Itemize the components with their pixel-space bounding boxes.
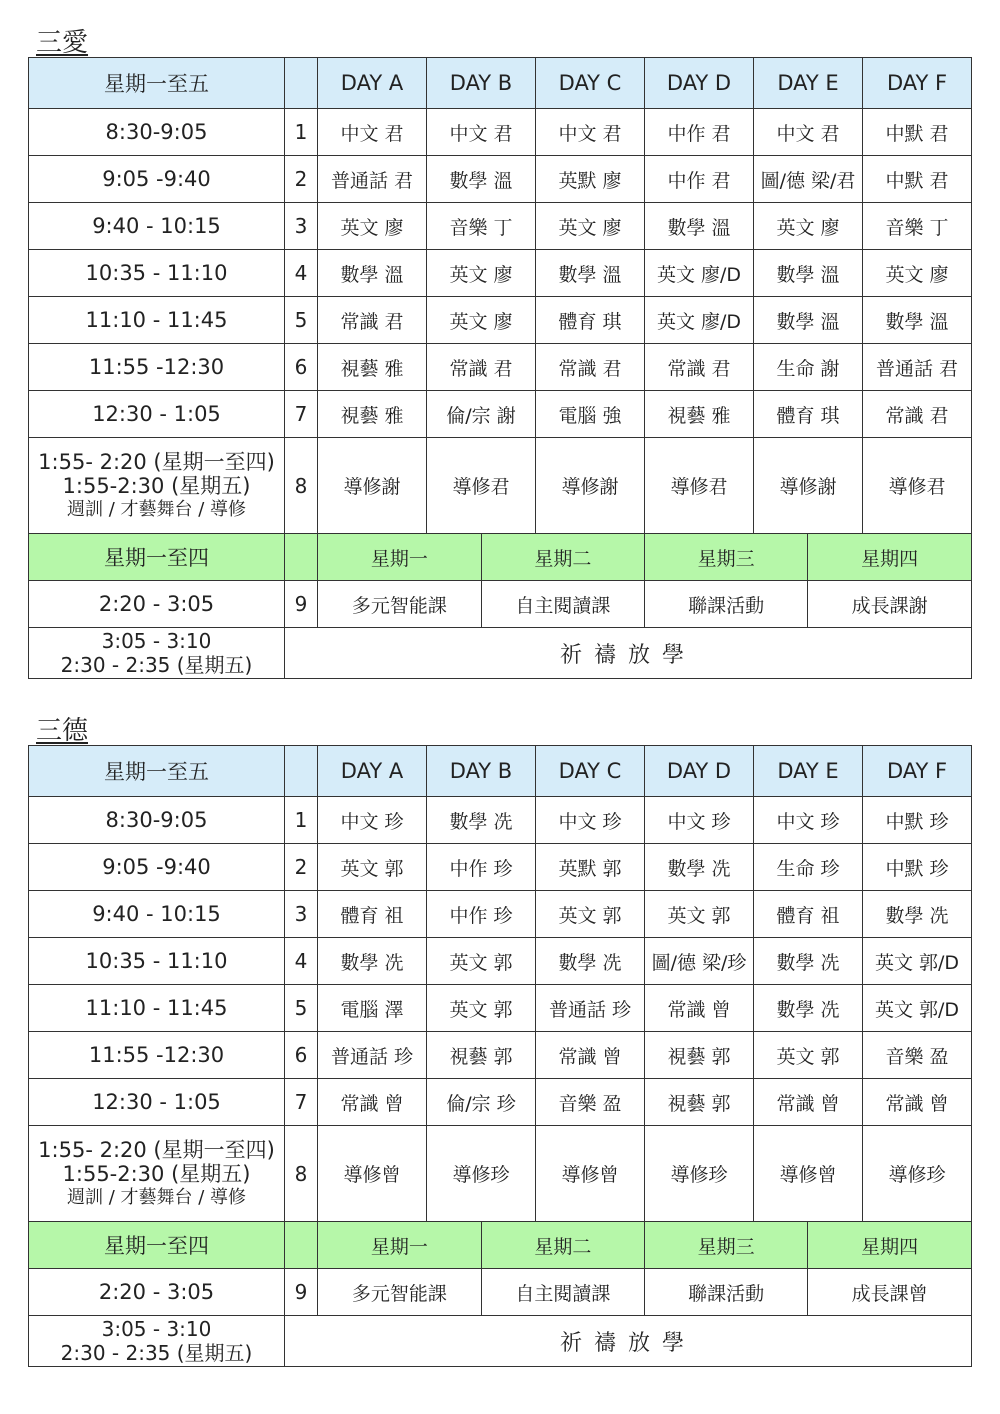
day-header: DAY D: [645, 58, 754, 109]
period-row: [29, 844, 972, 891]
subject-cell: 常識 曾: [863, 1079, 972, 1126]
period-number: 6: [285, 344, 318, 391]
weekday-header: 星期三: [645, 1222, 808, 1268]
header-row: [29, 58, 972, 109]
subject-cell: 圖/德 梁/君: [754, 156, 863, 203]
period-time: 11:10 - 11:45: [29, 985, 285, 1032]
activity-cell: 成長課謝: [851, 594, 928, 617]
subject-cell: 視藝 郭: [427, 1032, 536, 1079]
subject-cell: 英文 郭: [536, 891, 645, 938]
subject-cell: 中文 珍: [318, 797, 427, 844]
period-row: [29, 1032, 972, 1079]
period-number: 6: [285, 1032, 318, 1079]
header-blank: [285, 1222, 318, 1269]
time-line: 1:55- 2:20 (星期一至四): [38, 449, 275, 474]
period-time: 11:10 - 11:45: [29, 297, 285, 344]
day-header: DAY C: [536, 58, 645, 109]
subject-cell: 常識 君: [645, 344, 754, 391]
activity-group: [318, 581, 972, 628]
weekday-header: 星期一: [318, 1222, 481, 1268]
subject-cell: 數學 溫: [318, 250, 427, 297]
subject-cell: 視藝 雅: [645, 391, 754, 438]
subject-cell: 體育 琪: [536, 297, 645, 344]
subject-cell: 常識 君: [318, 297, 427, 344]
weekday-header-row: [29, 1222, 972, 1269]
period-number: 1: [285, 109, 318, 156]
subject-cell: 倫/宗 謝: [427, 391, 536, 438]
time-line: 2:30 - 2:35 (星期五): [60, 1341, 253, 1365]
period-row: [29, 1269, 972, 1316]
timetable: [28, 745, 972, 1367]
subject-cell: 體育 祖: [754, 891, 863, 938]
subject-cell: 英文 廖: [536, 203, 645, 250]
subject-cell: 音樂 盈: [863, 1032, 972, 1079]
subject-cell: 電腦 強: [536, 391, 645, 438]
subject-cell: 英文 廖: [318, 203, 427, 250]
subject-cell: 英文 廖/D: [645, 297, 754, 344]
subject-cell: 普通話 君: [318, 156, 427, 203]
period-row: [29, 391, 972, 438]
weekday-header: 星期二: [481, 1222, 644, 1268]
period-row: [29, 344, 972, 391]
day-header: DAY F: [863, 746, 972, 797]
activity-group: [318, 1269, 972, 1316]
header-row: [29, 746, 972, 797]
activity-cell: 多元智能課: [318, 581, 481, 627]
period-row: [29, 203, 972, 250]
period-row: [29, 938, 972, 985]
subject-cell: 常識 君: [536, 344, 645, 391]
subject-cell: 英文 廖: [863, 250, 972, 297]
period-number: 8: [285, 438, 318, 534]
subject-cell: 數學 溫: [427, 156, 536, 203]
timetable: [28, 57, 972, 679]
subject-cell: 中文 珍: [536, 797, 645, 844]
subject-cell: 生命 珍: [754, 844, 863, 891]
section-title: 三愛: [36, 28, 89, 58]
day-header: DAY E: [754, 58, 863, 109]
period-time: 8:30-9:05: [29, 109, 285, 156]
subject-cell: 導修君: [427, 438, 536, 534]
day-header: DAY B: [427, 58, 536, 109]
period-time: 10:35 - 11:10: [29, 938, 285, 985]
subject-cell: 導修珍: [645, 1126, 754, 1222]
time-line: 1:55- 2:20 (星期一至四): [38, 1137, 275, 1162]
subject-cell: 音樂 丁: [427, 203, 536, 250]
subject-cell: 導修君: [645, 438, 754, 534]
subject-cell: 中文 君: [536, 109, 645, 156]
day-header: DAY F: [863, 58, 972, 109]
subject-cell: 英默 郭: [536, 844, 645, 891]
subject-cell: 數學 溫: [536, 250, 645, 297]
subject-cell: 常識 君: [427, 344, 536, 391]
period-time: 9:05 -9:40: [29, 156, 285, 203]
day-header: DAY D: [645, 746, 754, 797]
time-note: 週訓 / 才藝舞台 / 導修: [66, 498, 246, 520]
period-row: [29, 438, 972, 534]
subject-cell: 導修曾: [754, 1126, 863, 1222]
subject-cell: 體育 祖: [318, 891, 427, 938]
subject-cell: 英文 廖: [427, 250, 536, 297]
period-number: 7: [285, 391, 318, 438]
period-number: 5: [285, 985, 318, 1032]
period-time: [29, 438, 285, 534]
activity-cell: 自主閱讀課: [481, 1269, 644, 1315]
subject-cell: 數學 冼: [754, 985, 863, 1032]
activity-cell: 聯課活動: [645, 1269, 808, 1315]
header-blank: [285, 534, 318, 581]
period-number: 3: [285, 891, 318, 938]
subject-cell: 英文 郭: [645, 891, 754, 938]
subject-cell: 英文 郭: [754, 1032, 863, 1079]
subject-cell: 中文 君: [427, 109, 536, 156]
subject-cell: 導修珍: [863, 1126, 972, 1222]
subject-cell: 中文 珍: [645, 797, 754, 844]
subject-cell: 導修謝: [754, 438, 863, 534]
dismissal-row: [29, 1316, 972, 1367]
period-row: [29, 1079, 972, 1126]
subject-cell: 常識 君: [863, 391, 972, 438]
subject-cell: 中默 君: [863, 109, 972, 156]
subject-cell: 導修曾: [318, 1126, 427, 1222]
period-time: [29, 628, 285, 679]
subject-cell: 數學 溫: [754, 250, 863, 297]
subject-cell: 常識 曾: [536, 1032, 645, 1079]
subject-cell: 中作 君: [645, 109, 754, 156]
subject-cell: 音樂 盈: [536, 1079, 645, 1126]
day-header: DAY C: [536, 746, 645, 797]
subject-cell: 導修謝: [536, 438, 645, 534]
day-header: DAY A: [318, 58, 427, 109]
header-blank: [285, 746, 318, 797]
day-header: DAY A: [318, 746, 427, 797]
subject-cell: 數學 冼: [427, 797, 536, 844]
activity-cell: 成長課曾: [851, 1282, 928, 1305]
weekday-header: 星期一: [318, 534, 481, 580]
header-label: 星期一至五: [29, 58, 285, 109]
weekday-header: 星期三: [645, 534, 808, 580]
subject-cell: 中作 珍: [427, 844, 536, 891]
subject-cell: 常識 曾: [754, 1079, 863, 1126]
subject-cell: 常識 曾: [318, 1079, 427, 1126]
period-row: [29, 156, 972, 203]
subject-cell: 導修珍: [427, 1126, 536, 1222]
time-line: 1:55-2:30 (星期五): [62, 473, 251, 498]
subject-cell: 中作 君: [645, 156, 754, 203]
subject-cell: 數學 冼: [645, 844, 754, 891]
subject-cell: 數學 冼: [754, 938, 863, 985]
period-row: [29, 985, 972, 1032]
activity-cell: 多元智能課: [318, 1269, 481, 1315]
day-header: DAY E: [754, 746, 863, 797]
subject-cell: 中文 君: [318, 109, 427, 156]
time-line: 3:05 - 3:10: [101, 1317, 212, 1341]
subject-cell: 中默 珍: [863, 797, 972, 844]
period-row: [29, 250, 972, 297]
period-time: 2:20 - 3:05: [29, 581, 285, 628]
dismissal-row: [29, 628, 972, 679]
period-number: 3: [285, 203, 318, 250]
subject-cell: 英文 郭: [427, 938, 536, 985]
subject-cell: 音樂 丁: [863, 203, 972, 250]
time-line: 3:05 - 3:10: [101, 629, 212, 653]
period-number: 2: [285, 844, 318, 891]
subject-cell: 普通話 君: [863, 344, 972, 391]
activity-cell: 自主閱讀課: [481, 581, 644, 627]
subject-cell: 普通話 珍: [318, 1032, 427, 1079]
period-time: 2:20 - 3:05: [29, 1269, 285, 1316]
period-number: 9: [285, 581, 318, 628]
period-time: 11:55 -12:30: [29, 1032, 285, 1079]
period-time: 9:05 -9:40: [29, 844, 285, 891]
period-time: 9:40 - 10:15: [29, 203, 285, 250]
subject-cell: 導修君: [863, 438, 972, 534]
subject-cell: 英文 郭/D: [863, 938, 972, 985]
subject-cell: 英文 郭/D: [863, 985, 972, 1032]
period-number: 2: [285, 156, 318, 203]
subject-cell: 英默 廖: [536, 156, 645, 203]
weekday-header-row: [29, 534, 972, 581]
subject-cell: 英文 郭: [318, 844, 427, 891]
header-blank: [285, 58, 318, 109]
subject-cell: 導修曾: [536, 1126, 645, 1222]
weekday-group: [318, 1222, 972, 1269]
header-label: 星期一至四: [29, 1222, 285, 1269]
period-row: [29, 797, 972, 844]
subject-cell: 中默 君: [863, 156, 972, 203]
subject-cell: 中作 珍: [427, 891, 536, 938]
period-row: [29, 581, 972, 628]
subject-cell: 英文 郭: [427, 985, 536, 1032]
subject-cell: 數學 冼: [318, 938, 427, 985]
section-title: 三德: [36, 716, 89, 746]
subject-cell: 中默 珍: [863, 844, 972, 891]
period-number: 1: [285, 797, 318, 844]
subject-cell: 數學 溫: [863, 297, 972, 344]
subject-cell: 數學 溫: [754, 297, 863, 344]
subject-cell: 中文 君: [754, 109, 863, 156]
subject-cell: 視藝 雅: [318, 391, 427, 438]
period-number: 8: [285, 1126, 318, 1222]
subject-cell: 視藝 郭: [645, 1079, 754, 1126]
time-line: 1:55-2:30 (星期五): [62, 1161, 251, 1186]
period-row: [29, 297, 972, 344]
weekday-header: 星期四: [808, 534, 971, 580]
period-time: 8:30-9:05: [29, 797, 285, 844]
subject-cell: 體育 琪: [754, 391, 863, 438]
subject-cell: 數學 冼: [863, 891, 972, 938]
time-note: 週訓 / 才藝舞台 / 導修: [66, 1186, 246, 1208]
period-time: 10:35 - 11:10: [29, 250, 285, 297]
day-header: DAY B: [427, 746, 536, 797]
subject-cell: 電腦 澤: [318, 985, 427, 1032]
period-number: 4: [285, 250, 318, 297]
time-line: 2:30 - 2:35 (星期五): [60, 653, 253, 677]
weekday-group: [318, 534, 972, 581]
subject-cell: 普通話 珍: [536, 985, 645, 1032]
subject-cell: 視藝 郭: [645, 1032, 754, 1079]
subject-cell: 數學 冼: [536, 938, 645, 985]
period-number: 9: [285, 1269, 318, 1316]
period-row: [29, 1126, 972, 1222]
subject-cell: 英文 廖/D: [645, 250, 754, 297]
period-row: [29, 109, 972, 156]
dismissal-text: 祈禱放學: [285, 628, 972, 679]
subject-cell: 圖/德 梁/珍: [645, 938, 754, 985]
subject-cell: 視藝 雅: [318, 344, 427, 391]
period-time: 12:30 - 1:05: [29, 391, 285, 438]
subject-cell: 倫/宗 珍: [427, 1079, 536, 1126]
header-label: 星期一至五: [29, 746, 285, 797]
subject-cell: 生命 謝: [754, 344, 863, 391]
activity-cell: 聯課活動: [645, 581, 808, 627]
subject-cell: 英文 廖: [754, 203, 863, 250]
period-time: 9:40 - 10:15: [29, 891, 285, 938]
subject-cell: 英文 廖: [427, 297, 536, 344]
period-number: 5: [285, 297, 318, 344]
period-number: 7: [285, 1079, 318, 1126]
weekday-header: 星期二: [481, 534, 644, 580]
period-time: [29, 1126, 285, 1222]
period-number: 4: [285, 938, 318, 985]
subject-cell: 數學 溫: [645, 203, 754, 250]
subject-cell: 導修謝: [318, 438, 427, 534]
period-row: [29, 891, 972, 938]
subject-cell: 常識 曾: [645, 985, 754, 1032]
weekday-header: 星期四: [808, 1222, 971, 1268]
dismissal-text: 祈禱放學: [285, 1316, 972, 1367]
header-label: 星期一至四: [29, 534, 285, 581]
period-time: 12:30 - 1:05: [29, 1079, 285, 1126]
period-time: [29, 1316, 285, 1367]
subject-cell: 中文 珍: [754, 797, 863, 844]
period-time: 11:55 -12:30: [29, 344, 285, 391]
